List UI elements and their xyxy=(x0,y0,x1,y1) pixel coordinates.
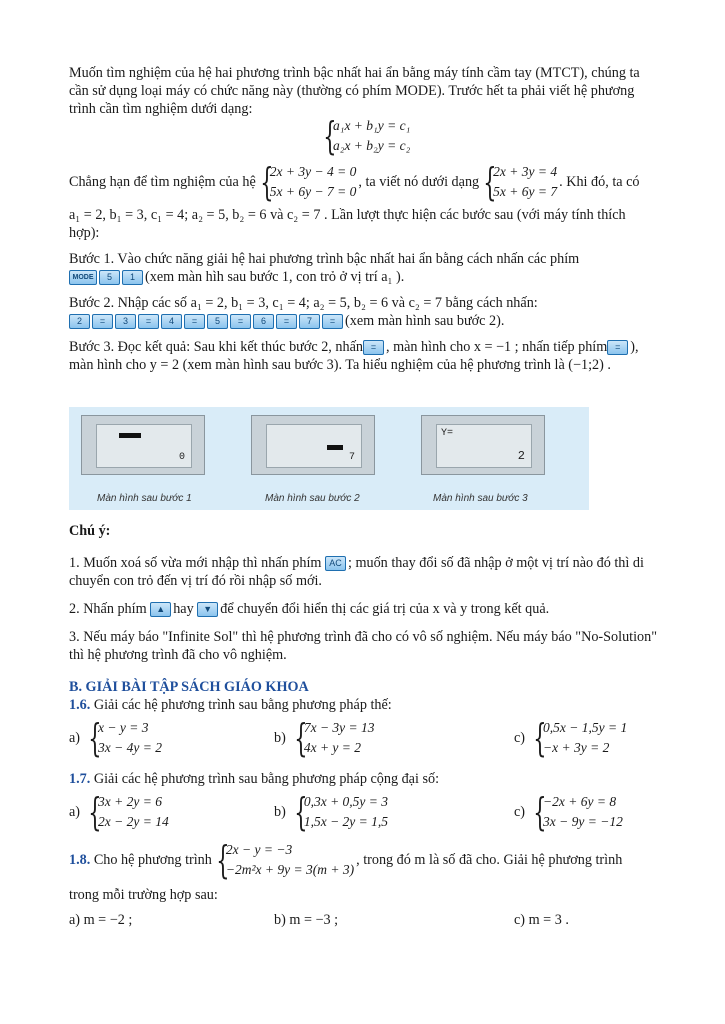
key-icon: = xyxy=(184,314,205,329)
general-system: { a₁x + b₁y = c₁ a₂x + b₂y = c₂ xyxy=(323,114,411,158)
up-arrow-key-icon: ▲ xyxy=(150,602,171,617)
step-3: Bước 3. Đọc kết quả: Sau khi kết thúc bước 2, nhấn = , màn hình cho x = −1 ; nhấn tiếp phím = ), xyxy=(69,339,639,355)
key-icon: = xyxy=(276,314,297,329)
step-2-keys: 2 = 3 = 4 = 5 = 6 = 7 = (xem màn hình sau bước 2). xyxy=(69,312,659,330)
example-line: Chẳng hạn để tìm nghiệm của hệ { 2x + 3y − 4 = 0 5x + 6y − 7 = 0 , ta viết nó dưới dạng { 2x + 3y = 4 5x + 6y = 7 . Khi đó, ta có xyxy=(69,160,640,204)
note-1: 1. Muốn xoá số vừa mới nhập thì nhấn phím AC ; muốn thay đổi số đã nhập ở một vị trí nào đó thì di chuyển con trỏ đến vị trí đó rồi nhập số mới. xyxy=(69,555,644,589)
coefficients-text: a₁ = 2, b₁ = 3, c₁ = 4; a₂ = 5, b₂ = 6 và c₂ = 7 . Lần lượt thực hiện các bước sau (với máy tính thích hợp): xyxy=(69,207,626,241)
intro-paragraph: Muốn tìm nghiệm của hệ hai phương trình bậc nhất hai ẩn bằng máy tính cầm tay (MTCT), chúng ta cần sử dụng loại máy có chức năng này (thường có phím MODE). Trước hết ta phải viết hệ phương trình cần tìm nghiệm dưới dạng: xyxy=(69,65,640,117)
key-icon: = xyxy=(230,314,251,329)
exercise-1-6: 1.6. Giải các hệ phương trình sau bằng phương pháp thế: xyxy=(69,697,392,713)
exercise-1-8-cases: a) m = −2 ; b) m = −3 ; c) m = 3 . xyxy=(69,912,569,928)
ac-key-icon: AC xyxy=(325,556,346,571)
key-1-icon: 1 xyxy=(122,270,143,285)
calculator-screens-figure xyxy=(69,407,589,510)
key-icon: 2 xyxy=(69,314,90,329)
key-icon: = xyxy=(92,314,113,329)
exercise-1-7: 1.7. Giải các hệ phương trình sau bằng phương pháp cộng đại số: xyxy=(69,771,440,787)
step-1-keys: MODE 5 1 (xem màn hìh sau bước 1, con trỏ ở vị trí a₁ ). xyxy=(69,268,659,286)
caption-screen-2: Màn hình sau bước 2 xyxy=(265,493,360,504)
section-b-heading: B. GIẢI BÀI TẬP SÁCH GIÁO KHOA xyxy=(69,679,309,695)
notes-and-exercises xyxy=(69,522,659,929)
key-icon: = xyxy=(322,314,343,329)
equals-key-icon: = xyxy=(607,340,628,355)
key-icon: 3 xyxy=(115,314,136,329)
step-3-result: màn hình cho y = 2 (xem màn hình sau bước 3). Ta hiểu nghiệm của hệ phương trình là (−1;2) . xyxy=(69,357,611,373)
key-icon: 4 xyxy=(161,314,182,329)
key-icon: 7 xyxy=(299,314,320,329)
down-arrow-key-icon: ▼ xyxy=(197,602,218,617)
step-1: Bước 1. Vào chức năng giải hệ hai phương trình bậc nhất hai ẩn bằng cách nhấn các phím xyxy=(69,251,580,267)
step-2: Bước 2. Nhập các số a₁ = 2, b₁ = 3, c₁ = 4; a₂ = 5, b₂ = 6 và c₂ = 7 bằng cách nhấn: xyxy=(69,295,538,311)
key-icon: 6 xyxy=(253,314,274,329)
caption-screen-3: Màn hình sau bước 3 xyxy=(433,493,528,504)
key-icon: = xyxy=(138,314,159,329)
note-2: 2. Nhấn phím ▲ hay ▼ để chuyển đổi hiển thị các giá trị của x và y trong kết quả. xyxy=(69,601,550,617)
caption-screen-1: Màn hình sau bước 1 xyxy=(97,493,192,504)
exercise-1-8-cases-intro: trong mỗi trường hợp sau: xyxy=(69,887,218,903)
equals-key-icon: = xyxy=(363,340,384,355)
exercise-1-7-systems: a) { 3x + 2y = 6 2x − 2y = 14 b) { 0,3x + 0,5y = 3 1,5x − 2y = 1,5 c) { −2x + 6y = 8 3x − 9y = −12 xyxy=(69,790,623,834)
document-body xyxy=(69,64,659,374)
calculator-screen-2: 7 xyxy=(251,415,375,475)
exercise-1-6-systems: a) { x − y = 3 3x − 4y = 2 b) { 7x − 3y = 13 4x + y = 2 c) { 0,5x − 1,5y = 1 −x + 3y = 2 xyxy=(69,716,628,760)
mode-key-icon: MODE xyxy=(69,270,97,285)
exercise-1-8: 1.8. Cho hệ phương trình { 2x − y = −3 −2m²x + 9y = 3(m + 3) , trong đó m là số đã cho. Giải hệ phương trình xyxy=(69,838,623,882)
calculator-screen-3: Y= 2 xyxy=(421,415,545,475)
key-icon: 5 xyxy=(207,314,228,329)
note-3: 3. Nếu máy báo "Infinite Sol" thì hệ phương trình đã cho có vô số nghiệm. Nếu máy báo "No-Solution" thì hệ phương trình đã cho vô nghiệm. xyxy=(69,629,658,663)
note-title: Chú ý: xyxy=(69,523,111,539)
key-5-icon: 5 xyxy=(99,270,120,285)
calculator-screen-1: 0 xyxy=(81,415,205,475)
